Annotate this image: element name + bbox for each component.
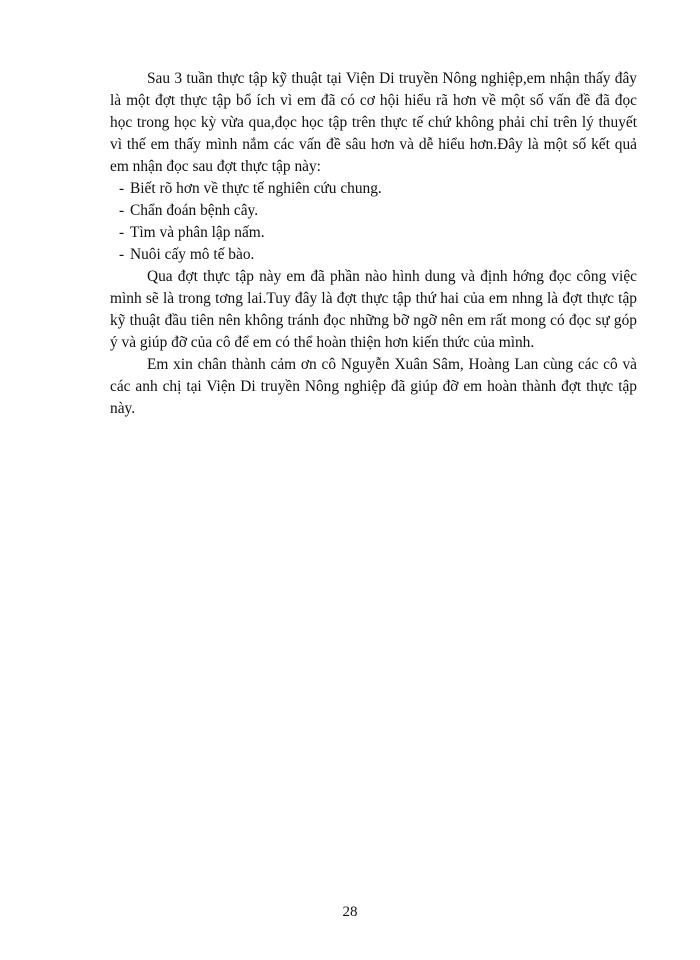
page-number: 28: [342, 904, 358, 920]
list-item-text: Chẩn đoán bệnh cây.: [130, 202, 259, 219]
list-item: [110, 244, 637, 266]
list-marker: -: [119, 246, 125, 263]
list-marker: -: [119, 180, 125, 197]
body-text: [110, 68, 637, 420]
list-item: [110, 222, 637, 244]
list-item-text: Tìm và phân lập nấm.: [130, 224, 265, 241]
list-marker: -: [119, 202, 125, 219]
thanks-paragraph: Em xin chân thành cảm ơn cô Nguyễn Xuân Sâm, Hoàng Lan cùng các cô và các anh chị tại Viện Di truyền Nông nghiệp đã giúp đỡ em hoàn thành đợt thực tập này.: [110, 356, 637, 417]
list-item: [110, 178, 637, 200]
list-item-text: Nuôi cấy mô tế bào.: [130, 246, 255, 263]
results-list: [110, 178, 637, 266]
list-marker: -: [119, 224, 125, 241]
list-item-text: Biết rõ hơn về thực tế nghiên cứu chung.: [130, 180, 382, 197]
reflection-paragraph: Qua đợt thực tập này em đã phần nào hình dung và định hớng đọc công việc mình sẽ là trong tơng lai.Tuy đây là đợt thực tập thứ hai của em nhng là đợt thực tập kỹ thuật đầu tiên nên không tránh đọc những bỡ ngỡ nên em rất mong có đọc sự góp ý và giúp đỡ của cô để em có thể hoàn thiện hơn kiến thức của mình.: [110, 268, 637, 351]
intro-paragraph: Sau 3 tuần thực tập kỹ thuật tại Viện Di truyền Nông nghiệp,em nhận thấy đây là một đợt thực tập bổ ích vì em đã có cơ hội hiểu rã hơn về một số vấn đề đã đọc học trong học kỳ vừa qua,đọc học tập trên thực tế chứ không phải chỉ trên lý thuyết vì thế em thấy mình nắm các vấn đề sâu hơn và dễ hiểu hơn.Đây là một số kết quả em nhận đọc sau đợt thực tập này:: [110, 70, 637, 175]
list-item: [110, 200, 637, 222]
